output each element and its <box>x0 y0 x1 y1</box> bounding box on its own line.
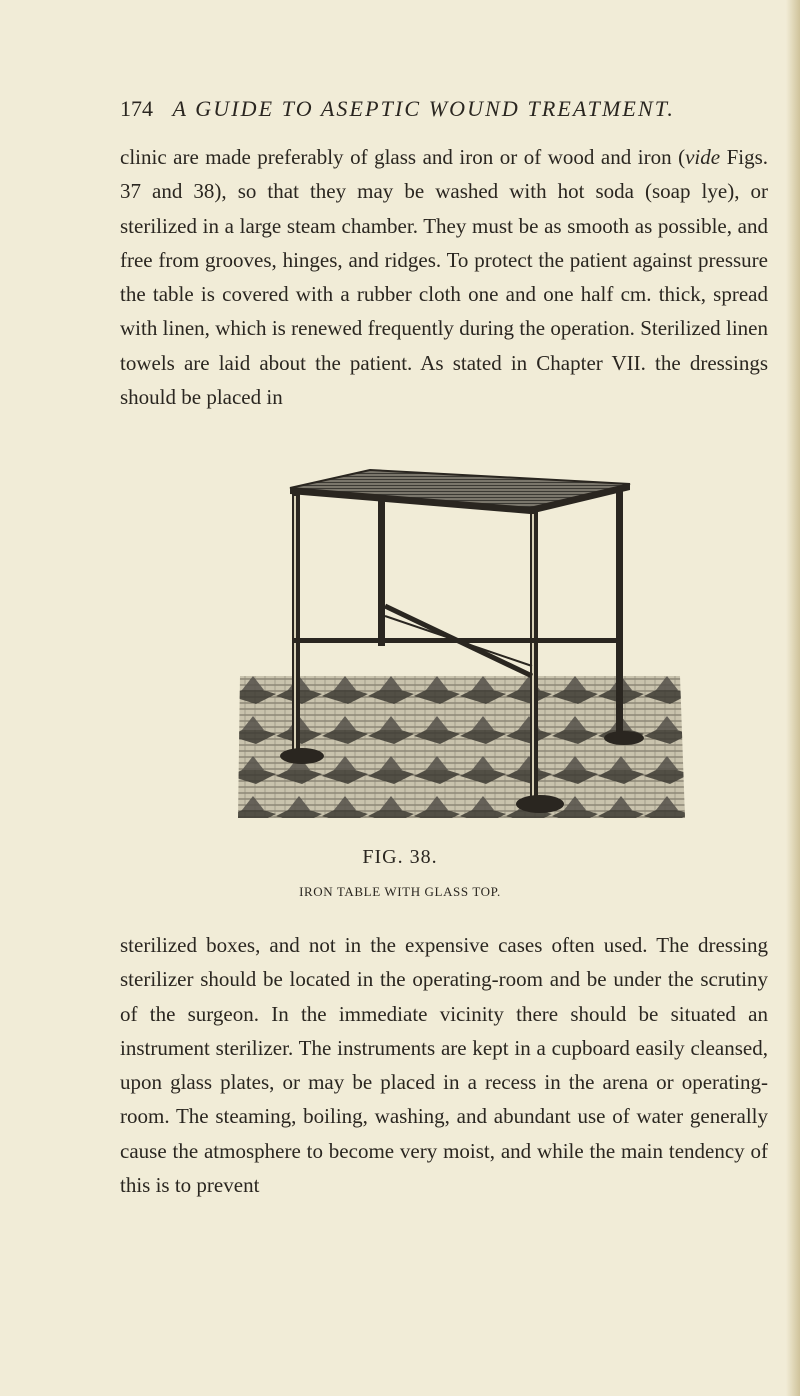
iron-table-icon <box>230 466 690 826</box>
figure-label: FIG. 38. <box>362 846 438 868</box>
running-title: A GUIDE TO ASEPTIC WOUND TREATMENT. <box>172 96 676 121</box>
paragraph-top-text-1: clinic are made preferably of glass and iron or of wood and iron ( <box>120 145 686 169</box>
paragraph-top <box>120 140 768 414</box>
paragraph-top-text-2: Figs. 37 and 38), so that they may be washed with hot soda (soap lye), or sterilized in a large steam chamber. They must be as smooth as possible, and free from grooves, hinges, and ridges. To protect the patient against pressure the table is covered with a rubber cloth one and one half cm. thick, spread with linen, which is renewed frequently during the operation. Sterilized linen towels are laid about the patient. As stated in Chapter VII. the dressings should be placed in <box>120 145 769 410</box>
figure-caption: IRON TABLE WITH GLASS TOP. <box>299 884 501 899</box>
page-edge <box>786 0 800 1396</box>
paragraph-bottom: sterilized boxes, and not in the expensive cases often used. The dressing sterilizer should be located in the operating-room and be under the scrutiny of the surgeon. In the immediate vicinity there should be situated an instrument sterilizer. The instruments are kept in a cupboard easily cleansed, upon glass plates, or may be placed in a recess in the arena or operating-room. The steaming, boiling, washing, and abundant use of water generally cause the atmosphere to become very moist, and while the main tendency of this is to prevent <box>120 933 768 1198</box>
running-header <box>120 94 760 124</box>
page-number: 174 <box>120 96 153 121</box>
iron-table-illustration <box>230 466 690 826</box>
vide-italic: vide <box>685 145 721 169</box>
